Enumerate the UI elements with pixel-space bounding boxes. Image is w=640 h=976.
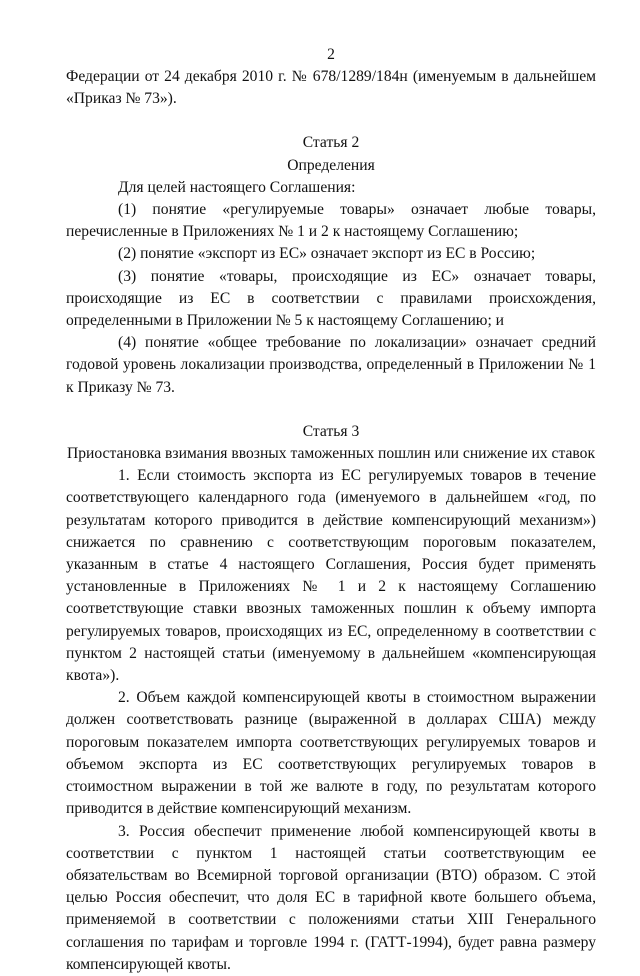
article-3-paragraph: 1. Если стоимость экспорта из ЕС регулируемых товаров в течение соответствующего календарного года (именуемого в дальнейшем «год, по результатам которого приводится в действие компенсирующий механизм») снижается по сравнению с соответствующим пороговым показателем, указанным в статье 4 настоящего Соглашения, Россия будет применять установленные в Приложениях № 1 и 2 к настоящему Соглашению соответствующие ставки ввозных таможенных пошлин к объему импорта регулируемых товаров, происходящих из ЕС, определенному в соответствии с пунктом 2 настоящей статьи (именуемому в дальнейшем «компенсирующая квота»).: [66, 467, 596, 685]
article-3-title: Статья 3: [302, 422, 360, 440]
article-2-paragraph: (3) понятие «товары, происходящие из ЕС» означает товары, происходящие из ЕС в соответствии с правилами происхождения, определенными в Приложении № 5 к настоящему Соглашению; и: [66, 267, 596, 330]
article-3-paragraph: 3. Россия обеспечит применение любой компенсирующей квоты в соответствии с пунктом 1 настоящей статьи соответствующим ее обязательствам во Всемирной торговой организации (ВТО) образом. С этой целью Россия обеспечит, что доля ЕС в тарифной квоте большего объема, применяемой в соответствии с положениями статьи XIII Генерального соглашения по тарифам и торговле 1994 г. (ГАТТ-1994), будет равна размеру компенсирующей квоты.: [66, 822, 596, 973]
article-2-paragraph: (1) понятие «регулируемые товары» означает любые товары, перечисленные в Приложениях № 1 и 2 к настоящему Соглашению;: [66, 201, 596, 241]
intro-paragraph: Федерации от 24 декабря 2010 г. № 678/1289/184н (именуемым в дальнейшем «Приказ № 73»).: [66, 68, 596, 108]
article-2-paragraph: Для целей настоящего Соглашения:: [118, 178, 356, 196]
article-3-paragraph: 2. Объем каждой компенсирующей квоты в стоимостном выражении должен соответствовать разнице (выраженной в долларах США) между пороговым показателем импорта соответствующих регулируемых товаров и объемом экспорта из ЕС соответствующих регулируемых товаров в стоимостном выражении в той же валюте в году, по результатам которого приводится в действие компенсирующий механизм.: [66, 689, 596, 818]
spacer: [66, 110, 596, 132]
page-number: 2: [327, 46, 335, 63]
article-2-title: Статья 2: [302, 134, 360, 152]
article-3-subtitle: Приостановка взимания ввозных таможенных пошлин или снижение их ставок: [66, 445, 596, 463]
spacer: [66, 399, 596, 421]
document-body: [66, 44, 596, 976]
article-2-paragraph: (4) понятие «общее требование по локализации» означает средний годовой уровень локализации производства, определенный в Приложении № 1 к Приказу № 73.: [66, 334, 596, 396]
article-2-subtitle: Определения: [287, 156, 375, 174]
article-2-paragraph: (2) понятие «экспорт из ЕС» означает экспорт из ЕС в Россию;: [118, 245, 536, 263]
